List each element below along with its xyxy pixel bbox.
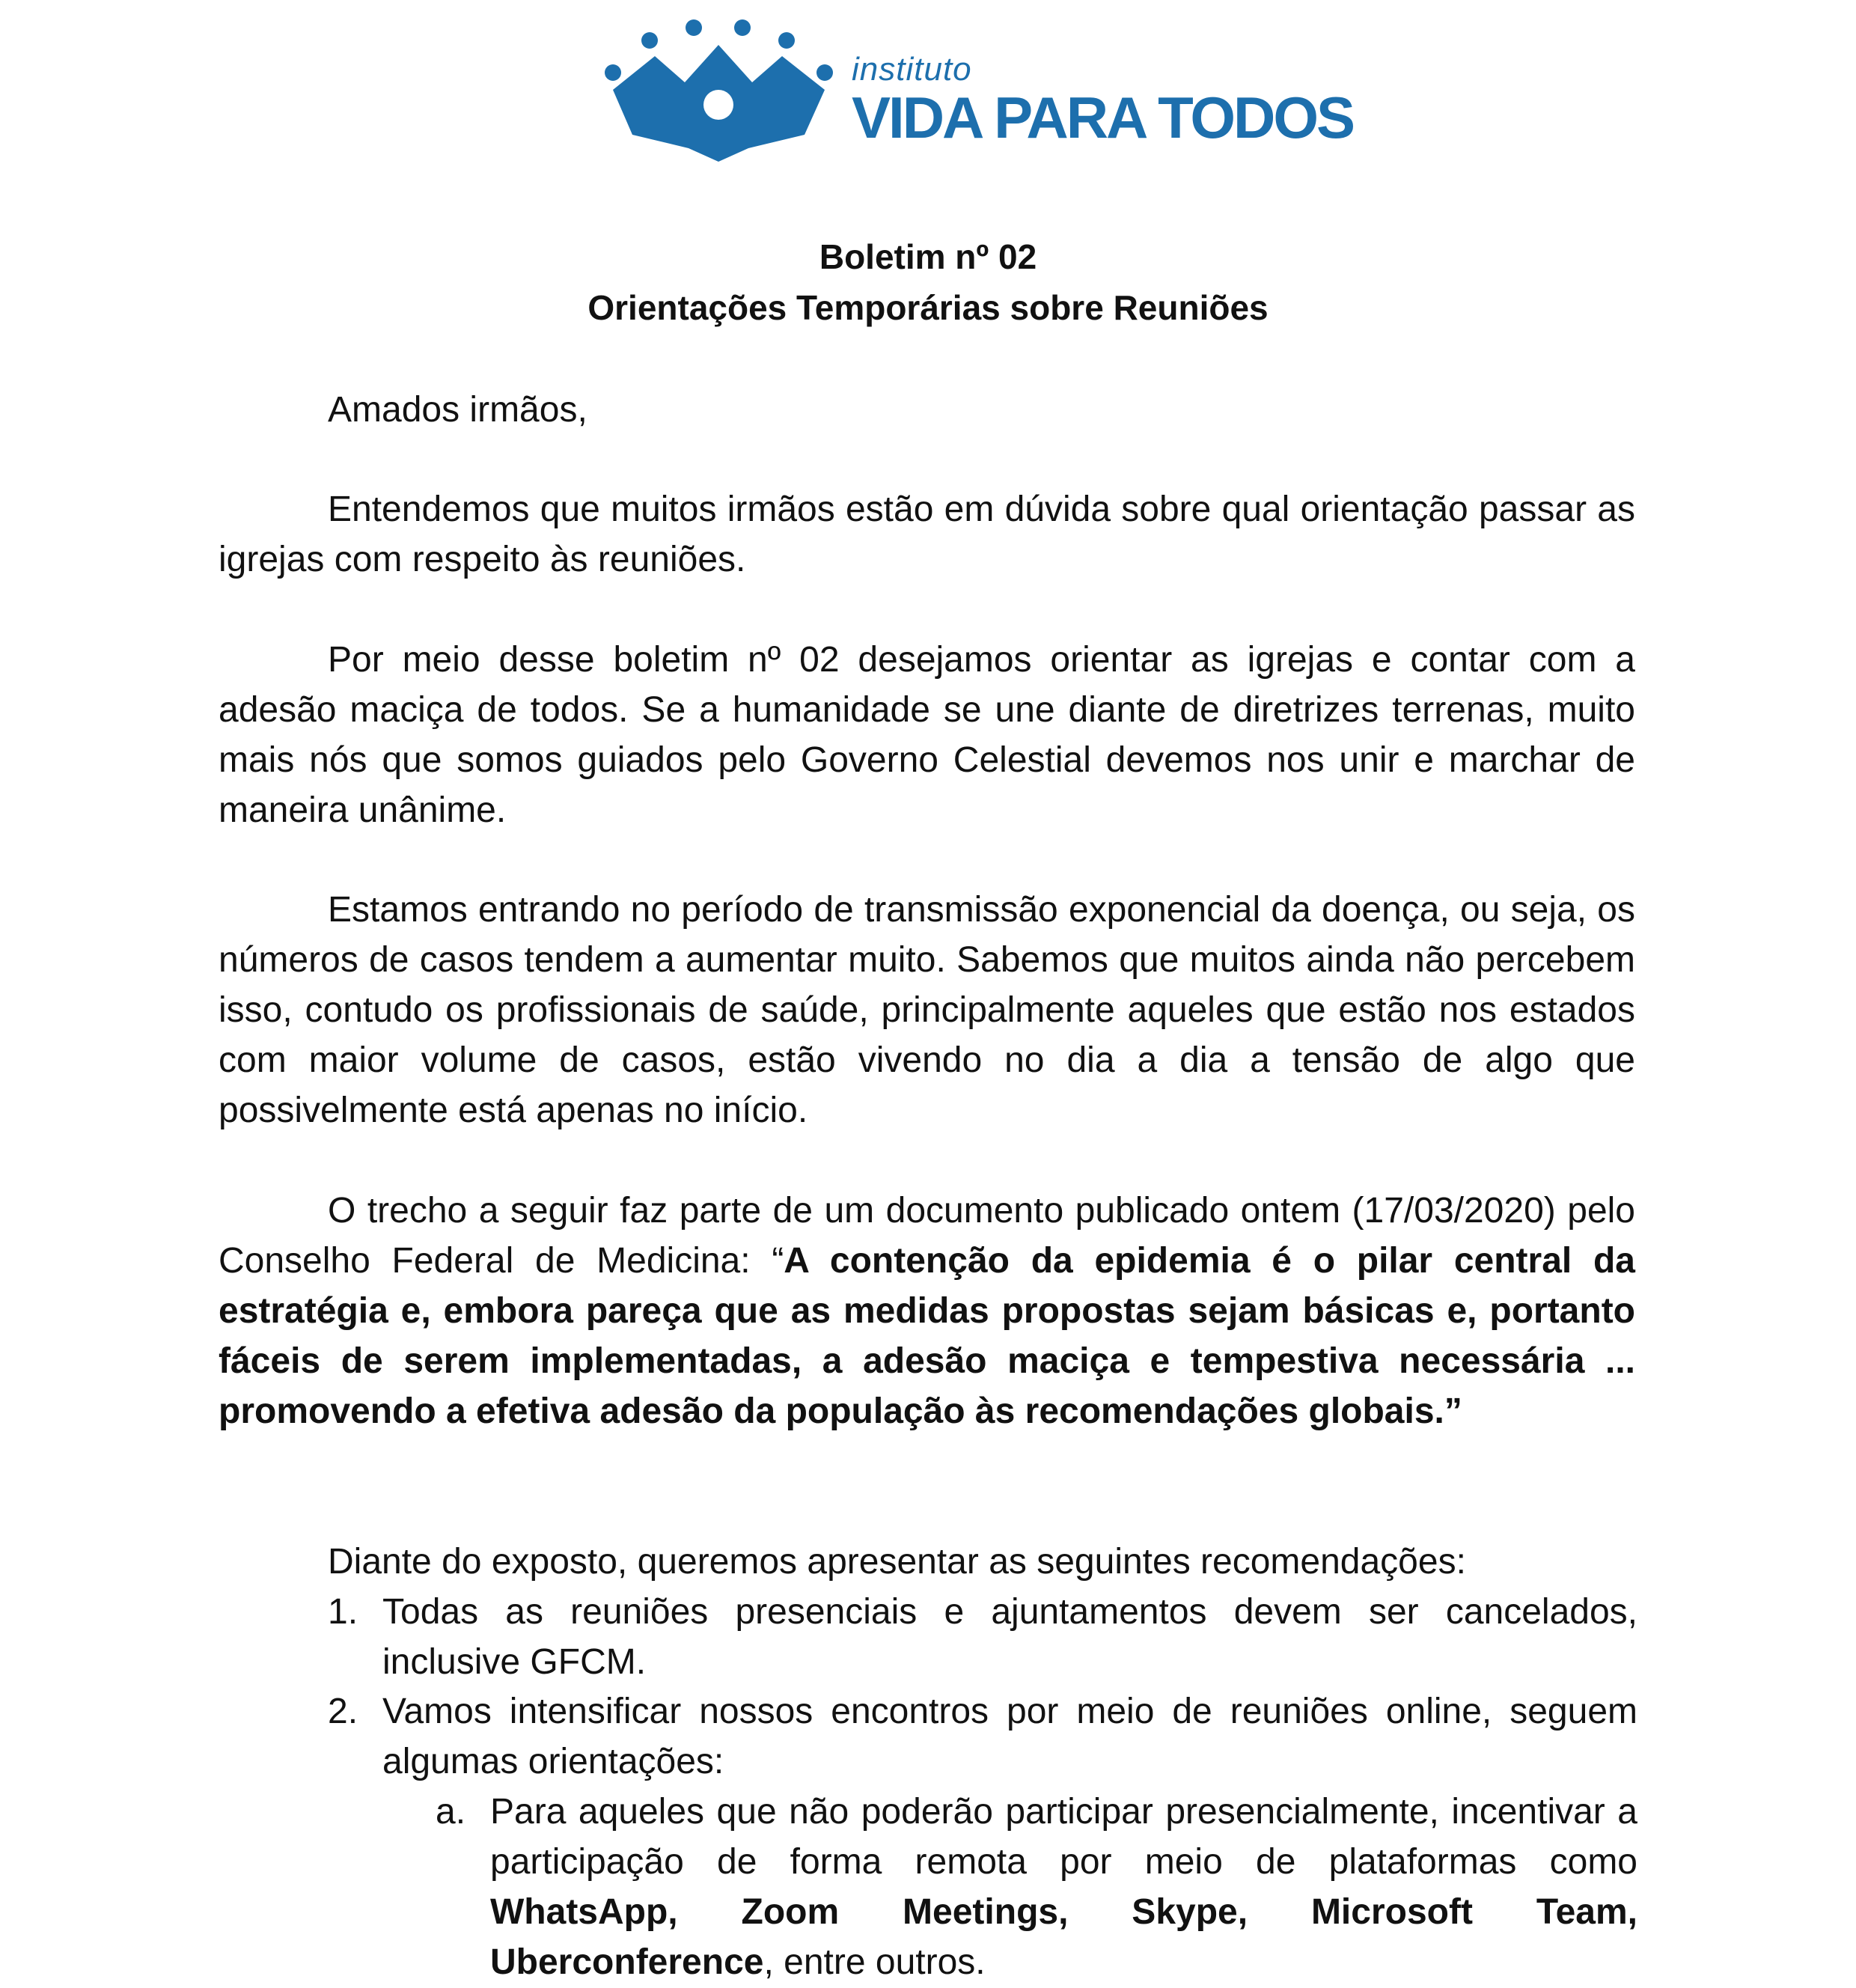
platform-list: WhatsApp, Zoom Meetings, Skype, Microsoft Team, Uberconference: [490, 1892, 1637, 1982]
paragraph-4-body: [219, 1186, 1635, 1436]
list-item: [328, 1587, 1637, 1687]
sub-list-item-body: [490, 1787, 1637, 1987]
paragraph-4-lead: O trecho a seguir faz parte de um documento publicado ontem (17/03/2020) pelo Conselho Federal de Medicina: “: [219, 1191, 1635, 1281]
paragraph-4: [219, 1186, 1635, 1436]
list-item-text: Todas as reuniões presenciais e ajuntamentos devem ser cancelados, inclusive GFCM.: [382, 1592, 1637, 1682]
recommendations-intro: Diante do exposto, queremos apresentar as seguintes recomendações:: [328, 1542, 1466, 1582]
salutation: [219, 385, 1635, 435]
crown-icon: [602, 15, 849, 165]
logo-big-text: VIDA PARA TODOS: [852, 85, 1354, 150]
paragraph-2-text: Por meio desse boletim nº 02 desejamos orientar as igrejas e contar com a adesão maciça de todos. Se a humanidade se une diante de diretrizes terrenas, muito mais nós que somos guiados pelo Governo Celestial devemos nos unir e marchar de maneira unânime.: [219, 640, 1635, 830]
sub-list-item-letter: a.: [436, 1792, 466, 1832]
paragraph-1-text: Entendemos que muitos irmãos estão em dúvida sobre qual orientação passar as igrejas com respeito às reuniões.: [219, 490, 1635, 579]
bulletin-subtitle: Orientações Temporárias sobre Reuniões: [587, 288, 1269, 327]
list-item-text: Vamos intensificar nossos encontros por meio de reuniões online, seguem algumas orientações:: [382, 1692, 1637, 1781]
logo-small-text: instituto: [852, 51, 972, 88]
list-item-number: 1.: [328, 1592, 358, 1632]
sub-list-item: [436, 1787, 1637, 1987]
list-item: [328, 1686, 1637, 1787]
paragraph-3: [219, 885, 1635, 1135]
paragraph-2: [219, 635, 1635, 835]
list-item-number: 2.: [328, 1692, 358, 1731]
bulletin-title: Boletim nº 02: [819, 237, 1037, 276]
paragraph-3-text: Estamos entrando no período de transmissão exponencial da doença, ou seja, os números de casos tendem a aumentar muito. Sabemos que muitos ainda não percebem isso, contudo os profissionais de saúde, principalmente aqueles que estão nos estados com maior volume de casos, estão vivendo no dia a dia a tensão de algo que possivelmente está apenas no início.: [219, 890, 1635, 1130]
sub-list-item-text: Para aqueles que não poderão participar presencialmente, incentivar a participação de forma remota por meio de plataformas como: [490, 1792, 1637, 1882]
institute-logo: [602, 15, 1354, 165]
sub-list-item-end: , entre outros.: [763, 1942, 986, 1982]
paragraph-1: [219, 484, 1635, 585]
salutation-text: Amados irmãos,: [328, 390, 587, 430]
cfm-quote: A contenção da epidemia é o pilar central da estratégia e, embora pareça que as medidas propostas sejam básicas e, portanto fáceis de serem implementadas, a adesão maciça e tempestiva necessária ... promovendo a efetiva adesão da população às recomendações globais.”: [219, 1241, 1635, 1431]
